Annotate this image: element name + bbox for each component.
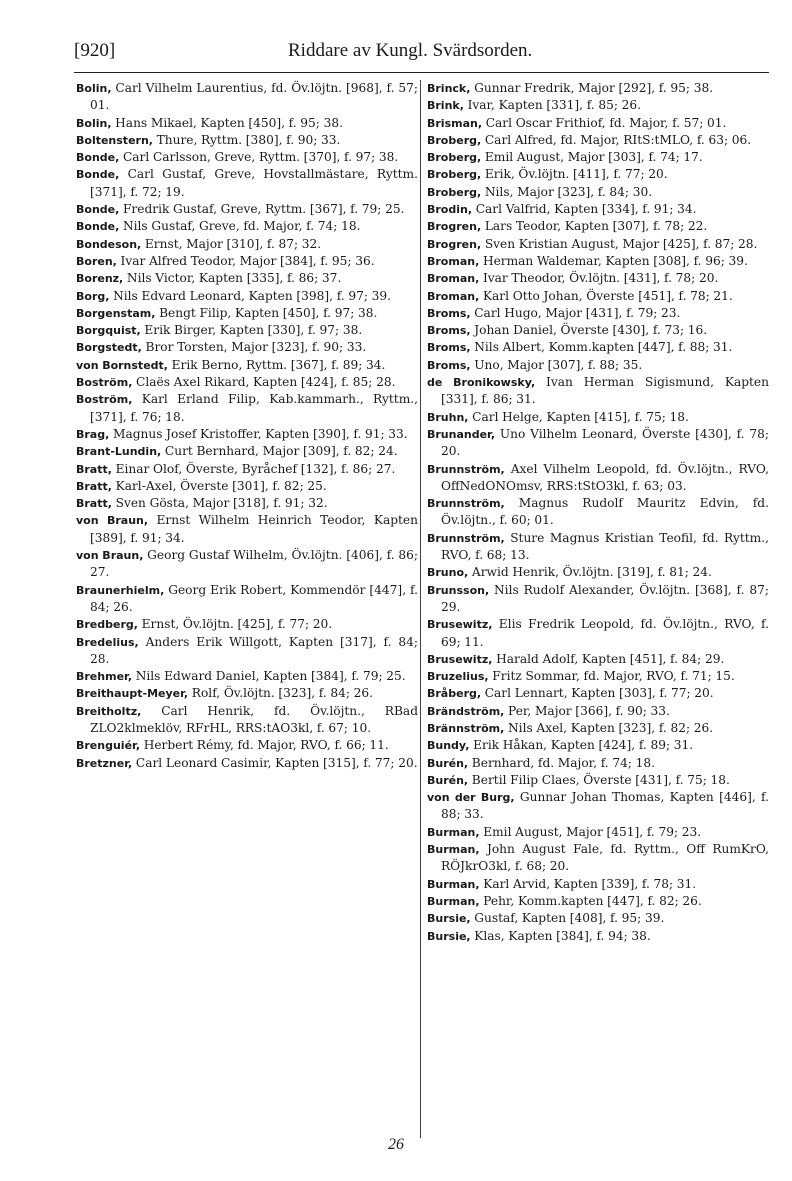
- entry-text: Nils Edvard Leonard, Kapten [398], f. 97; 39.: [109, 288, 391, 303]
- entry-name: Burman,: [427, 894, 480, 908]
- entry-text: Bernhard, fd. Major, f. 74; 18.: [468, 755, 655, 770]
- list-item: [76, 374, 418, 391]
- entry-name: Broms,: [427, 306, 471, 320]
- list-item: [427, 928, 769, 945]
- entry-name: Broman,: [427, 272, 480, 286]
- entry-name: Brunnström,: [427, 531, 505, 545]
- entry-name: Burman,: [427, 877, 480, 891]
- list-item: [76, 547, 418, 582]
- entry-name: Broman,: [427, 254, 480, 268]
- entry-text: Ivan Herman Sigismund, Kapten [331], f. 86; 31.: [441, 375, 769, 407]
- entry-name: Brink,: [427, 99, 464, 113]
- entry-name: von Braun,: [76, 549, 144, 563]
- entry-name: Brinck,: [427, 82, 471, 95]
- entry-text: Axel Vilhelm Leopold, fd. Öv.löjtn., RVO, OffNedONOmsv, RRS:tStO3kl, f. 63; 03.: [441, 461, 769, 493]
- list-item: [427, 789, 769, 824]
- entry-name: Bruzelius,: [427, 670, 489, 684]
- entry-text: Karl Arvid, Kapten [339], f. 78; 31.: [479, 876, 697, 891]
- entry-name: Burman,: [427, 843, 480, 857]
- page-header: [74, 40, 769, 66]
- entry-name: Broman,: [427, 289, 480, 303]
- list-item: [76, 149, 418, 166]
- list-item: [76, 201, 418, 218]
- entry-name: Borenz,: [76, 272, 124, 286]
- list-item: [427, 426, 769, 461]
- entry-name: Brunnström,: [427, 497, 505, 511]
- entry-text: Erik Berno, Ryttm. [367], f. 89; 34.: [167, 357, 386, 372]
- entry-name: Brogren,: [427, 220, 482, 234]
- entry-text: Magnus Josef Kristoffer, Kapten [390], f. 91; 33.: [109, 426, 408, 441]
- entry-name: Burén,: [427, 756, 469, 770]
- list-item: [427, 755, 769, 772]
- entry-text: Uno, Major [307], f. 88; 35.: [470, 357, 643, 372]
- entry-text: Arwid Henrik, Öv.löjtn. [319], f. 81; 24.: [468, 565, 712, 580]
- list-item: [76, 391, 418, 426]
- entry-name: Broberg,: [427, 151, 482, 165]
- list-item: [427, 876, 769, 893]
- entry-name: Brunsson,: [427, 583, 490, 597]
- list-item: [427, 270, 769, 287]
- list-item: [76, 737, 418, 754]
- list-item: [76, 461, 418, 478]
- entry-text: Gunnar Fredrik, Major [292], f. 95; 38.: [470, 81, 714, 95]
- entry-text: Johan Daniel, Överste [430], f. 73; 16.: [470, 323, 708, 338]
- entry-text: Karl Otto Johan, Överste [451], f. 78; 21.: [479, 288, 733, 303]
- entry-name: Burén,: [427, 773, 469, 787]
- list-item: [427, 910, 769, 927]
- entry-text: Carl Leonard Casimir, Kapten [315], f. 77; 20.: [132, 755, 418, 770]
- list-item: [76, 512, 418, 547]
- entry-text: Bertil Filip Claes, Överste [431], f. 75; 18.: [468, 772, 730, 787]
- entry-name: de Bronikowsky,: [427, 376, 536, 390]
- entry-name: Broms,: [427, 358, 471, 372]
- entry-name: Broberg,: [427, 185, 482, 199]
- entry-name: Brant-Lundin,: [76, 445, 162, 459]
- list-item: [427, 322, 769, 339]
- entry-text: Herbert Rémy, fd. Major, RVO, f. 66; 11.: [140, 738, 389, 753]
- entry-text: Nils, Major [323], f. 84; 30.: [481, 184, 653, 199]
- entry-text: Per, Major [366], f. 90; 33.: [504, 703, 670, 718]
- entry-name: Breitholtz,: [76, 704, 142, 718]
- entry-name: Brusewitz,: [427, 618, 493, 632]
- entry-text: Nils Axel, Kapten [323], f. 82; 26.: [504, 720, 714, 735]
- list-item: [427, 357, 769, 374]
- entry-text: Erik Håkan, Kapten [424], f. 89; 31.: [469, 738, 694, 753]
- entry-text: Sven Kristian August, Major [425], f. 87; 28.: [481, 236, 758, 251]
- entry-name: Breithaupt-Meyer,: [76, 687, 189, 701]
- entry-text: Lars Teodor, Kapten [307], f. 78; 22.: [481, 219, 708, 234]
- list-item: [427, 461, 769, 496]
- entry-name: Brehmer,: [76, 670, 133, 684]
- entry-name: von der Burg,: [427, 791, 515, 805]
- entry-text: Carl Carlsson, Greve, Ryttm. [370], f. 97; 38.: [119, 150, 399, 165]
- entry-name: Braunerhielm,: [76, 583, 165, 597]
- list-item: [427, 288, 769, 305]
- list-item: [427, 651, 769, 668]
- list-item: [76, 270, 418, 287]
- entry-name: Brenguiér,: [76, 739, 141, 753]
- entry-name: Bonde,: [76, 220, 120, 234]
- list-item: [427, 703, 769, 720]
- entry-name: Bretzner,: [76, 756, 133, 770]
- list-item: [427, 97, 769, 114]
- entry-name: Bolin,: [76, 82, 112, 95]
- entry-name: Brusewitz,: [427, 652, 493, 666]
- entry-text: Magnus Rudolf Mauritz Edvin, fd. Öv.löjtn., f. 60; 01.: [441, 496, 769, 528]
- list-item: [76, 668, 418, 685]
- entry-text: Ivar, Kapten [331], f. 85; 26.: [463, 98, 642, 113]
- entry-text: Gustaf, Kapten [408], f. 95; 39.: [470, 911, 665, 926]
- entry-name: von Braun,: [76, 514, 149, 528]
- entry-text: Bror Torsten, Major [323], f. 90; 33.: [141, 340, 367, 355]
- entry-name: Borgenstam,: [76, 306, 156, 320]
- list-item: [427, 184, 769, 201]
- entry-name: Bursie,: [427, 929, 471, 943]
- entry-name: Boström,: [76, 393, 133, 407]
- list-item: [427, 218, 769, 235]
- list-item: [76, 339, 418, 356]
- entry-name: Brännström,: [427, 721, 505, 735]
- entry-text: Uno Vilhelm Leonard, Överste [430], f. 78; 20.: [441, 426, 769, 459]
- list-item: [427, 253, 769, 270]
- list-item: [76, 253, 418, 270]
- entry-name: Bredberg,: [76, 618, 138, 632]
- entry-name: Broberg,: [427, 133, 482, 147]
- list-item: [76, 80, 418, 115]
- entry-text: Sven Gösta, Major [318], f. 91; 32.: [111, 496, 328, 511]
- list-item: [76, 582, 418, 617]
- entry-name: Bruhn,: [427, 410, 469, 424]
- list-item: [427, 149, 769, 166]
- list-item: [427, 582, 769, 617]
- list-item: [76, 703, 418, 738]
- entry-text: John August Fale, fd. Ryttm., Off RumKrO, RÖJkrO3kl, f. 68; 20.: [441, 842, 769, 874]
- right-column: [427, 80, 769, 945]
- entry-text: Ivar Theodor, Öv.löjtn. [431], f. 78; 20.: [479, 271, 719, 286]
- list-item: [76, 132, 418, 149]
- entry-name: Borg,: [76, 289, 110, 303]
- list-item: [76, 115, 418, 132]
- list-item: [427, 668, 769, 685]
- entry-name: Bonde,: [76, 151, 120, 165]
- entry-name: Broms,: [427, 324, 471, 338]
- entry-text: Carl Valfrid, Kapten [334], f. 91; 34.: [472, 202, 697, 217]
- entry-text: Georg Gustaf Wilhelm, Öv.löjtn. [406], f. 86; 27.: [90, 548, 419, 580]
- entry-text: Einar Olof, Överste, Byråchef [132], f. 86; 27.: [111, 461, 396, 476]
- entry-text: Fritz Sommar, fd. Major, RVO, f. 71; 15.: [488, 669, 735, 684]
- entry-text: Georg Erik Robert, Kommendör [447], f. 84; 26.: [90, 582, 418, 614]
- entry-text: Carl Hugo, Major [431], f. 79; 23.: [470, 305, 681, 320]
- entry-name: Brogren,: [427, 237, 482, 251]
- entry-text: Carl Oscar Frithiof, fd. Major, f. 57; 01.: [482, 115, 727, 130]
- entry-text: Nils Rudolf Alexander, Öv.löjtn. [368], f. 87; 29.: [441, 582, 769, 614]
- entry-name: Bundy,: [427, 739, 470, 753]
- entry-text: Carl Vilhelm Laurentius, fd. Öv.löjtn. [968], f. 57; 01.: [90, 81, 418, 113]
- list-item: [427, 841, 769, 876]
- page-title: Riddare av Kungl. Svärdsorden.: [288, 40, 533, 61]
- entry-name: Bratt,: [76, 479, 112, 493]
- entry-name: von Bornstedt,: [76, 358, 168, 372]
- list-item: [76, 357, 418, 374]
- list-item: [427, 374, 769, 409]
- header-rule: [74, 72, 769, 73]
- entry-text: Carl Helge, Kapten [415], f. 75; 18.: [468, 409, 689, 424]
- list-item: [427, 530, 769, 565]
- entry-text: Gunnar Johan Thomas, Kapten [446], f. 88; 33.: [441, 790, 769, 822]
- list-item: [427, 166, 769, 183]
- entry-text: Nils Victor, Kapten [335], f. 86; 37.: [123, 271, 342, 286]
- list-item: [427, 495, 769, 530]
- list-item: [76, 443, 418, 460]
- list-item: [427, 339, 769, 356]
- entry-text: Nils Gustaf, Greve, fd. Major, f. 74; 18.: [119, 219, 361, 234]
- list-item: [427, 201, 769, 218]
- entry-text: Rolf, Öv.löjtn. [323], f. 84; 26.: [188, 686, 374, 701]
- entry-name: Boström,: [76, 376, 133, 390]
- entry-name: Bratt,: [76, 497, 112, 511]
- entry-text: Carl Henrik, fd. Öv.löjtn., RBad ZLO2klmeklöv, RFrHL, RRS:tAO3kl, f. 67; 10.: [90, 703, 418, 735]
- entry-text: Carl Gustaf, Greve, Hovstallmästare, Ryttm. [371], f. 72; 19.: [90, 167, 418, 199]
- entry-text: Erik Birger, Kapten [330], f. 97; 38.: [140, 323, 363, 338]
- entry-text: Karl-Axel, Överste [301], f. 82; 25.: [111, 478, 327, 493]
- list-item: [427, 305, 769, 322]
- list-item: [76, 478, 418, 495]
- entry-text: Emil August, Major [303], f. 74; 17.: [481, 150, 703, 165]
- list-item: [76, 218, 418, 235]
- list-item: [427, 564, 769, 581]
- entry-name: Bratt,: [76, 462, 112, 476]
- list-item: [427, 616, 769, 651]
- list-item: [427, 685, 769, 702]
- page-number: [920]: [74, 40, 116, 61]
- entry-name: Bruno,: [427, 566, 469, 580]
- entry-name: Brändström,: [427, 704, 505, 718]
- list-item: [427, 772, 769, 789]
- entry-name: Brodin,: [427, 203, 473, 217]
- entry-text: Claës Axel Rikard, Kapten [424], f. 85; 28.: [132, 375, 396, 390]
- entry-name: Bonde,: [76, 168, 120, 182]
- entry-text: Hans Mikael, Kapten [450], f. 95; 38.: [111, 115, 343, 130]
- entry-name: Brunnström,: [427, 462, 505, 476]
- entry-name: Broberg,: [427, 168, 482, 182]
- entry-name: Broms,: [427, 341, 471, 355]
- entry-text: Bengt Filip, Kapten [450], f. 97; 38.: [155, 305, 378, 320]
- entry-text: Herman Waldemar, Kapten [308], f. 96; 39.: [479, 253, 748, 268]
- list-item: [427, 737, 769, 754]
- entry-text: Carl Lennart, Kapten [303], f. 77; 20.: [481, 686, 714, 701]
- list-item: [76, 685, 418, 702]
- entry-name: Boren,: [76, 254, 117, 268]
- entry-text: Ivar Alfred Teodor, Major [384], f. 95; 36.: [116, 253, 375, 268]
- entry-text: Ernst, Öv.löjtn. [425], f. 77; 20.: [137, 617, 333, 632]
- entry-name: Bråberg,: [427, 687, 482, 701]
- entry-text: Sture Magnus Kristian Teofil, fd. Ryttm., RVO, f. 68; 13.: [441, 530, 769, 563]
- left-column: [76, 80, 418, 772]
- entry-text: Curt Bernhard, Major [309], f. 82; 24.: [161, 444, 398, 459]
- list-item: [427, 236, 769, 253]
- entry-text: Emil August, Major [451], f. 79; 23.: [479, 824, 702, 839]
- list-item: [427, 824, 769, 841]
- entry-text: Harald Adolf, Kapten [451], f. 84; 29.: [492, 651, 725, 666]
- entry-name: Borgquist,: [76, 324, 141, 338]
- entry-name: Boltenstern,: [76, 133, 153, 147]
- list-item: [427, 132, 769, 149]
- entry-name: Bursie,: [427, 912, 471, 926]
- entry-name: Burman,: [427, 825, 480, 839]
- entry-text: Karl Erland Filip, Kab.kammarh., Ryttm., [371], f. 76; 18.: [90, 392, 418, 424]
- entry-name: Brunander,: [427, 427, 496, 441]
- entry-name: Borgstedt,: [76, 341, 142, 355]
- entry-name: Bolin,: [76, 116, 112, 130]
- column-divider: [420, 80, 421, 1138]
- list-item: [76, 426, 418, 443]
- entry-name: Bonde,: [76, 203, 120, 217]
- entry-text: Elis Fredrik Leopold, fd. Öv.löjtn., RVO, f. 69; 11.: [441, 617, 769, 649]
- entry-text: Nils Edward Daniel, Kapten [384], f. 79; 25.: [132, 669, 406, 684]
- entry-text: Nils Albert, Komm.kapten [447], f. 88; 31.: [470, 340, 733, 355]
- entry-name: Brag,: [76, 427, 110, 441]
- list-item: [427, 115, 769, 132]
- list-item: [76, 755, 418, 772]
- entry-text: Fredrik Gustaf, Greve, Ryttm. [367], f. 79; 25.: [119, 202, 405, 217]
- list-item: [76, 322, 418, 339]
- entry-text: Pehr, Komm.kapten [447], f. 82; 26.: [479, 893, 702, 908]
- entry-text: Ernst Wilhelm Heinrich Teodor, Kapten [389], f. 91; 34.: [90, 513, 418, 545]
- entry-name: Bredelius,: [76, 635, 139, 649]
- list-item: [427, 720, 769, 737]
- list-item: [76, 616, 418, 633]
- entry-name: Brisman,: [427, 116, 483, 130]
- list-item: [76, 305, 418, 322]
- entry-text: Thure, Ryttm. [380], f. 90; 33.: [152, 132, 341, 147]
- list-item: [427, 80, 769, 97]
- entry-text: Ernst, Major [310], f. 87; 32.: [141, 236, 322, 251]
- list-item: [76, 288, 418, 305]
- footer-page-number: 26: [388, 1136, 404, 1153]
- entry-text: Erik, Öv.löjtn. [411], f. 77; 20.: [481, 167, 668, 182]
- entry-text: Anders Erik Willgott, Kapten [317], f. 84; 28.: [90, 634, 418, 666]
- list-item: [76, 166, 418, 201]
- list-item: [76, 634, 418, 669]
- entry-text: Klas, Kapten [384], f. 94; 38.: [470, 928, 651, 943]
- entry-name: Bondeson,: [76, 237, 142, 251]
- list-item: [76, 495, 418, 512]
- list-item: [427, 409, 769, 426]
- list-item: [76, 236, 418, 253]
- entry-text: Carl Alfred, fd. Major, RItS:tMLO, f. 63; 06.: [481, 132, 752, 147]
- list-item: [427, 893, 769, 910]
